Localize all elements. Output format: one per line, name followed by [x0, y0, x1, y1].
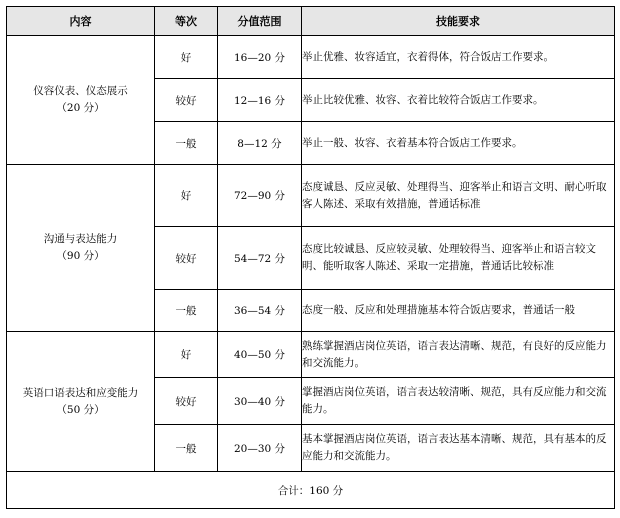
- score-range-cell: 40—50 分: [218, 332, 302, 378]
- level-cell: 好: [155, 36, 218, 79]
- score-range-cell: 20—30 分: [218, 425, 302, 472]
- category-points: （50 分）: [56, 403, 105, 416]
- category-name: 沟通与表达能力: [43, 233, 118, 245]
- category-points: （20 分）: [56, 102, 105, 114]
- score-range-cell: 54—72 分: [218, 227, 302, 290]
- level-cell: 好: [155, 165, 218, 227]
- total-cell: 合计：160 分: [7, 472, 615, 509]
- requirement-cell: 掌握酒店岗位英语，语言表达较清晰、规范，具有反应能力和交流能力。: [302, 378, 615, 425]
- score-range-cell: 12—16 分: [218, 79, 302, 122]
- level-cell: 较好: [155, 79, 218, 122]
- header-row: [7, 7, 615, 36]
- table-row: [7, 165, 615, 227]
- requirement-cell: 举止优雅、妆容适宜，衣着得体，符合饭店工作要求。: [302, 36, 615, 79]
- header-score-range: 分值范围: [218, 7, 302, 36]
- score-range-cell: 30—40 分: [218, 378, 302, 425]
- table-row: [7, 36, 615, 79]
- category-name: 英语口语表达和应变能力: [22, 386, 139, 399]
- requirement-cell: 态度一般、反应和处理措施基本符合饭店要求，普通话一般: [302, 290, 615, 332]
- requirement-cell: 态度比较诚恳、反应较灵敏、处理较得当、迎客举止和语言较文明、能听取客人陈述、采取一定措施，普通话比较标准: [302, 227, 615, 290]
- scoring-table: [6, 6, 615, 509]
- total-row: [7, 472, 615, 509]
- header-content: 内容: [7, 7, 155, 36]
- level-cell: 好: [155, 332, 218, 378]
- header-level: 等次: [155, 7, 218, 36]
- requirement-cell: 举止一般、妆容、衣着基本符合饭店工作要求。: [302, 122, 615, 165]
- level-cell: 一般: [155, 122, 218, 165]
- requirement-cell: 基本掌握酒店岗位英语，语言表达基本清晰、规范，具有基本的反应能力和交流能力。: [302, 425, 615, 472]
- score-range-cell: 36—54 分: [218, 290, 302, 332]
- level-cell: 较好: [155, 227, 218, 290]
- category-cell: [7, 165, 155, 332]
- level-cell: 一般: [155, 290, 218, 332]
- category-points: （90 分）: [56, 250, 105, 262]
- score-range-cell: 16—20 分: [218, 36, 302, 79]
- header-skill-requirements: 技能要求: [302, 7, 615, 36]
- table-row: [7, 332, 615, 378]
- requirement-cell: 态度诚恳、反应灵敏、处理得当、迎客举止和语言文明、耐心听取客人陈述、采取有效措施，普通话标准: [302, 165, 615, 227]
- level-cell: 一般: [155, 425, 218, 472]
- score-range-cell: 72—90 分: [218, 165, 302, 227]
- category-cell: [7, 36, 155, 165]
- requirement-cell: 举止比较优雅、妆容、衣着比较符合饭店工作要求。: [302, 79, 615, 122]
- score-range-cell: 8—12 分: [218, 122, 302, 165]
- requirement-cell: 熟练掌握酒店岗位英语，语言表达清晰、规范，有良好的反应能力和交流能力。: [302, 332, 615, 378]
- category-name: 仪容仪表、仪态展示: [33, 85, 128, 97]
- category-cell: [7, 332, 155, 472]
- level-cell: 较好: [155, 378, 218, 425]
